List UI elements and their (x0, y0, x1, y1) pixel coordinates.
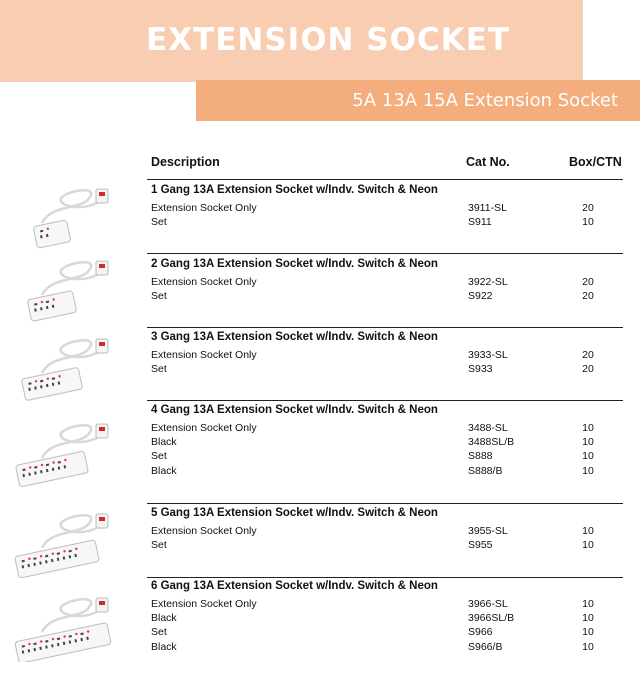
product-group-title: 5 Gang 13A Extension Socket w/Indv. Switch & Neon (151, 507, 438, 519)
row-cat-no: S966/B (468, 640, 503, 653)
row-description: Extension Socket Only (151, 276, 257, 288)
row-cat-no: S922 (468, 290, 493, 303)
row-description: Extension Socket Only (151, 349, 257, 361)
product-group-title: 3 Gang 13A Extension Socket w/Indv. Switch & Neon (151, 331, 438, 343)
row-box-ctn: 10 (582, 598, 594, 610)
row-cat-no: 3955-SL (468, 525, 508, 537)
table-row (0, 450, 640, 464)
row-description: Black (151, 464, 177, 477)
column-header-description: Description (151, 155, 220, 169)
row-description: Set (151, 626, 167, 639)
row-divider (147, 253, 623, 254)
row-description: Set (151, 363, 167, 376)
row-divider (147, 577, 623, 578)
table-row (0, 598, 640, 612)
product-group-title: 6 Gang 13A Extension Socket w/Indv. Switch & Neon (151, 580, 438, 592)
table-row (0, 465, 640, 479)
row-box-ctn: 20 (582, 349, 594, 361)
row-box-ctn: 10 (582, 525, 594, 537)
row-box-ctn: 10 (582, 539, 594, 552)
row-cat-no: 3922-SL (468, 276, 508, 288)
row-cat-no: 3966SL/B (468, 612, 515, 625)
product-group-title: 2 Gang 13A Extension Socket w/Indv. Switch & Neon (151, 258, 438, 270)
product-group-title: 1 Gang 13A Extension Socket w/Indv. Switch & Neon (151, 184, 438, 196)
row-box-ctn: 10 (582, 216, 594, 229)
row-description: Set (151, 539, 167, 552)
row-cat-no: S888 (468, 450, 493, 463)
row-cat-no: S888/B (468, 464, 503, 477)
row-description: Set (151, 290, 167, 303)
row-divider (147, 503, 623, 504)
row-box-ctn: 20 (582, 276, 594, 288)
row-cat-no: 3911-SL (468, 202, 507, 214)
table-row (0, 525, 640, 539)
row-box-ctn: 20 (582, 202, 594, 214)
table-row (0, 290, 640, 304)
row-box-ctn: 10 (582, 626, 594, 639)
row-description: Extension Socket Only (151, 202, 257, 214)
row-cat-no: 3488SL/B (468, 436, 515, 449)
row-description: Extension Socket Only (151, 598, 257, 610)
table-row (0, 202, 640, 216)
table-row (0, 612, 640, 626)
page-title: EXTENSION SOCKET (146, 22, 511, 58)
row-cat-no: 3966-SL (468, 598, 508, 610)
row-box-ctn: 10 (582, 464, 594, 477)
table-row (0, 436, 640, 450)
page-subtitle: 5A 13A 15A Extension Socket (352, 90, 618, 111)
table-row (0, 626, 640, 640)
row-cat-no: S955 (468, 539, 493, 552)
column-header-cat-no: Cat No. (466, 155, 510, 169)
row-box-ctn: 10 (582, 450, 594, 463)
title-band (0, 0, 583, 82)
table-row (0, 276, 640, 290)
row-box-ctn: 10 (582, 612, 594, 625)
row-box-ctn: 10 (582, 436, 594, 449)
row-cat-no: S966 (468, 626, 493, 639)
row-description: Set (151, 216, 167, 229)
row-divider (147, 327, 623, 328)
row-box-ctn: 10 (582, 640, 594, 653)
row-divider (147, 179, 623, 180)
row-description: Black (151, 436, 177, 449)
row-description: Extension Socket Only (151, 422, 257, 434)
row-description: Black (151, 612, 177, 625)
column-header-box-ctn: Box/CTN (569, 155, 622, 169)
row-description: Set (151, 450, 167, 463)
row-description: Extension Socket Only (151, 525, 257, 537)
row-cat-no: 3488-SL (468, 422, 508, 434)
product-group-title: 4 Gang 13A Extension Socket w/Indv. Switch & Neon (151, 404, 438, 416)
table-row (0, 422, 640, 436)
table-row (0, 539, 640, 553)
row-divider (147, 400, 623, 401)
table-row (0, 349, 640, 363)
row-cat-no: S933 (468, 363, 493, 376)
table-row (0, 216, 640, 230)
row-description: Black (151, 640, 177, 653)
row-box-ctn: 10 (582, 422, 594, 434)
table-row (0, 641, 640, 655)
row-cat-no: S911 (468, 216, 492, 229)
row-box-ctn: 20 (582, 290, 594, 303)
subtitle-band (196, 80, 640, 121)
table-row (0, 363, 640, 377)
row-box-ctn: 20 (582, 363, 594, 376)
row-cat-no: 3933-SL (468, 349, 508, 361)
